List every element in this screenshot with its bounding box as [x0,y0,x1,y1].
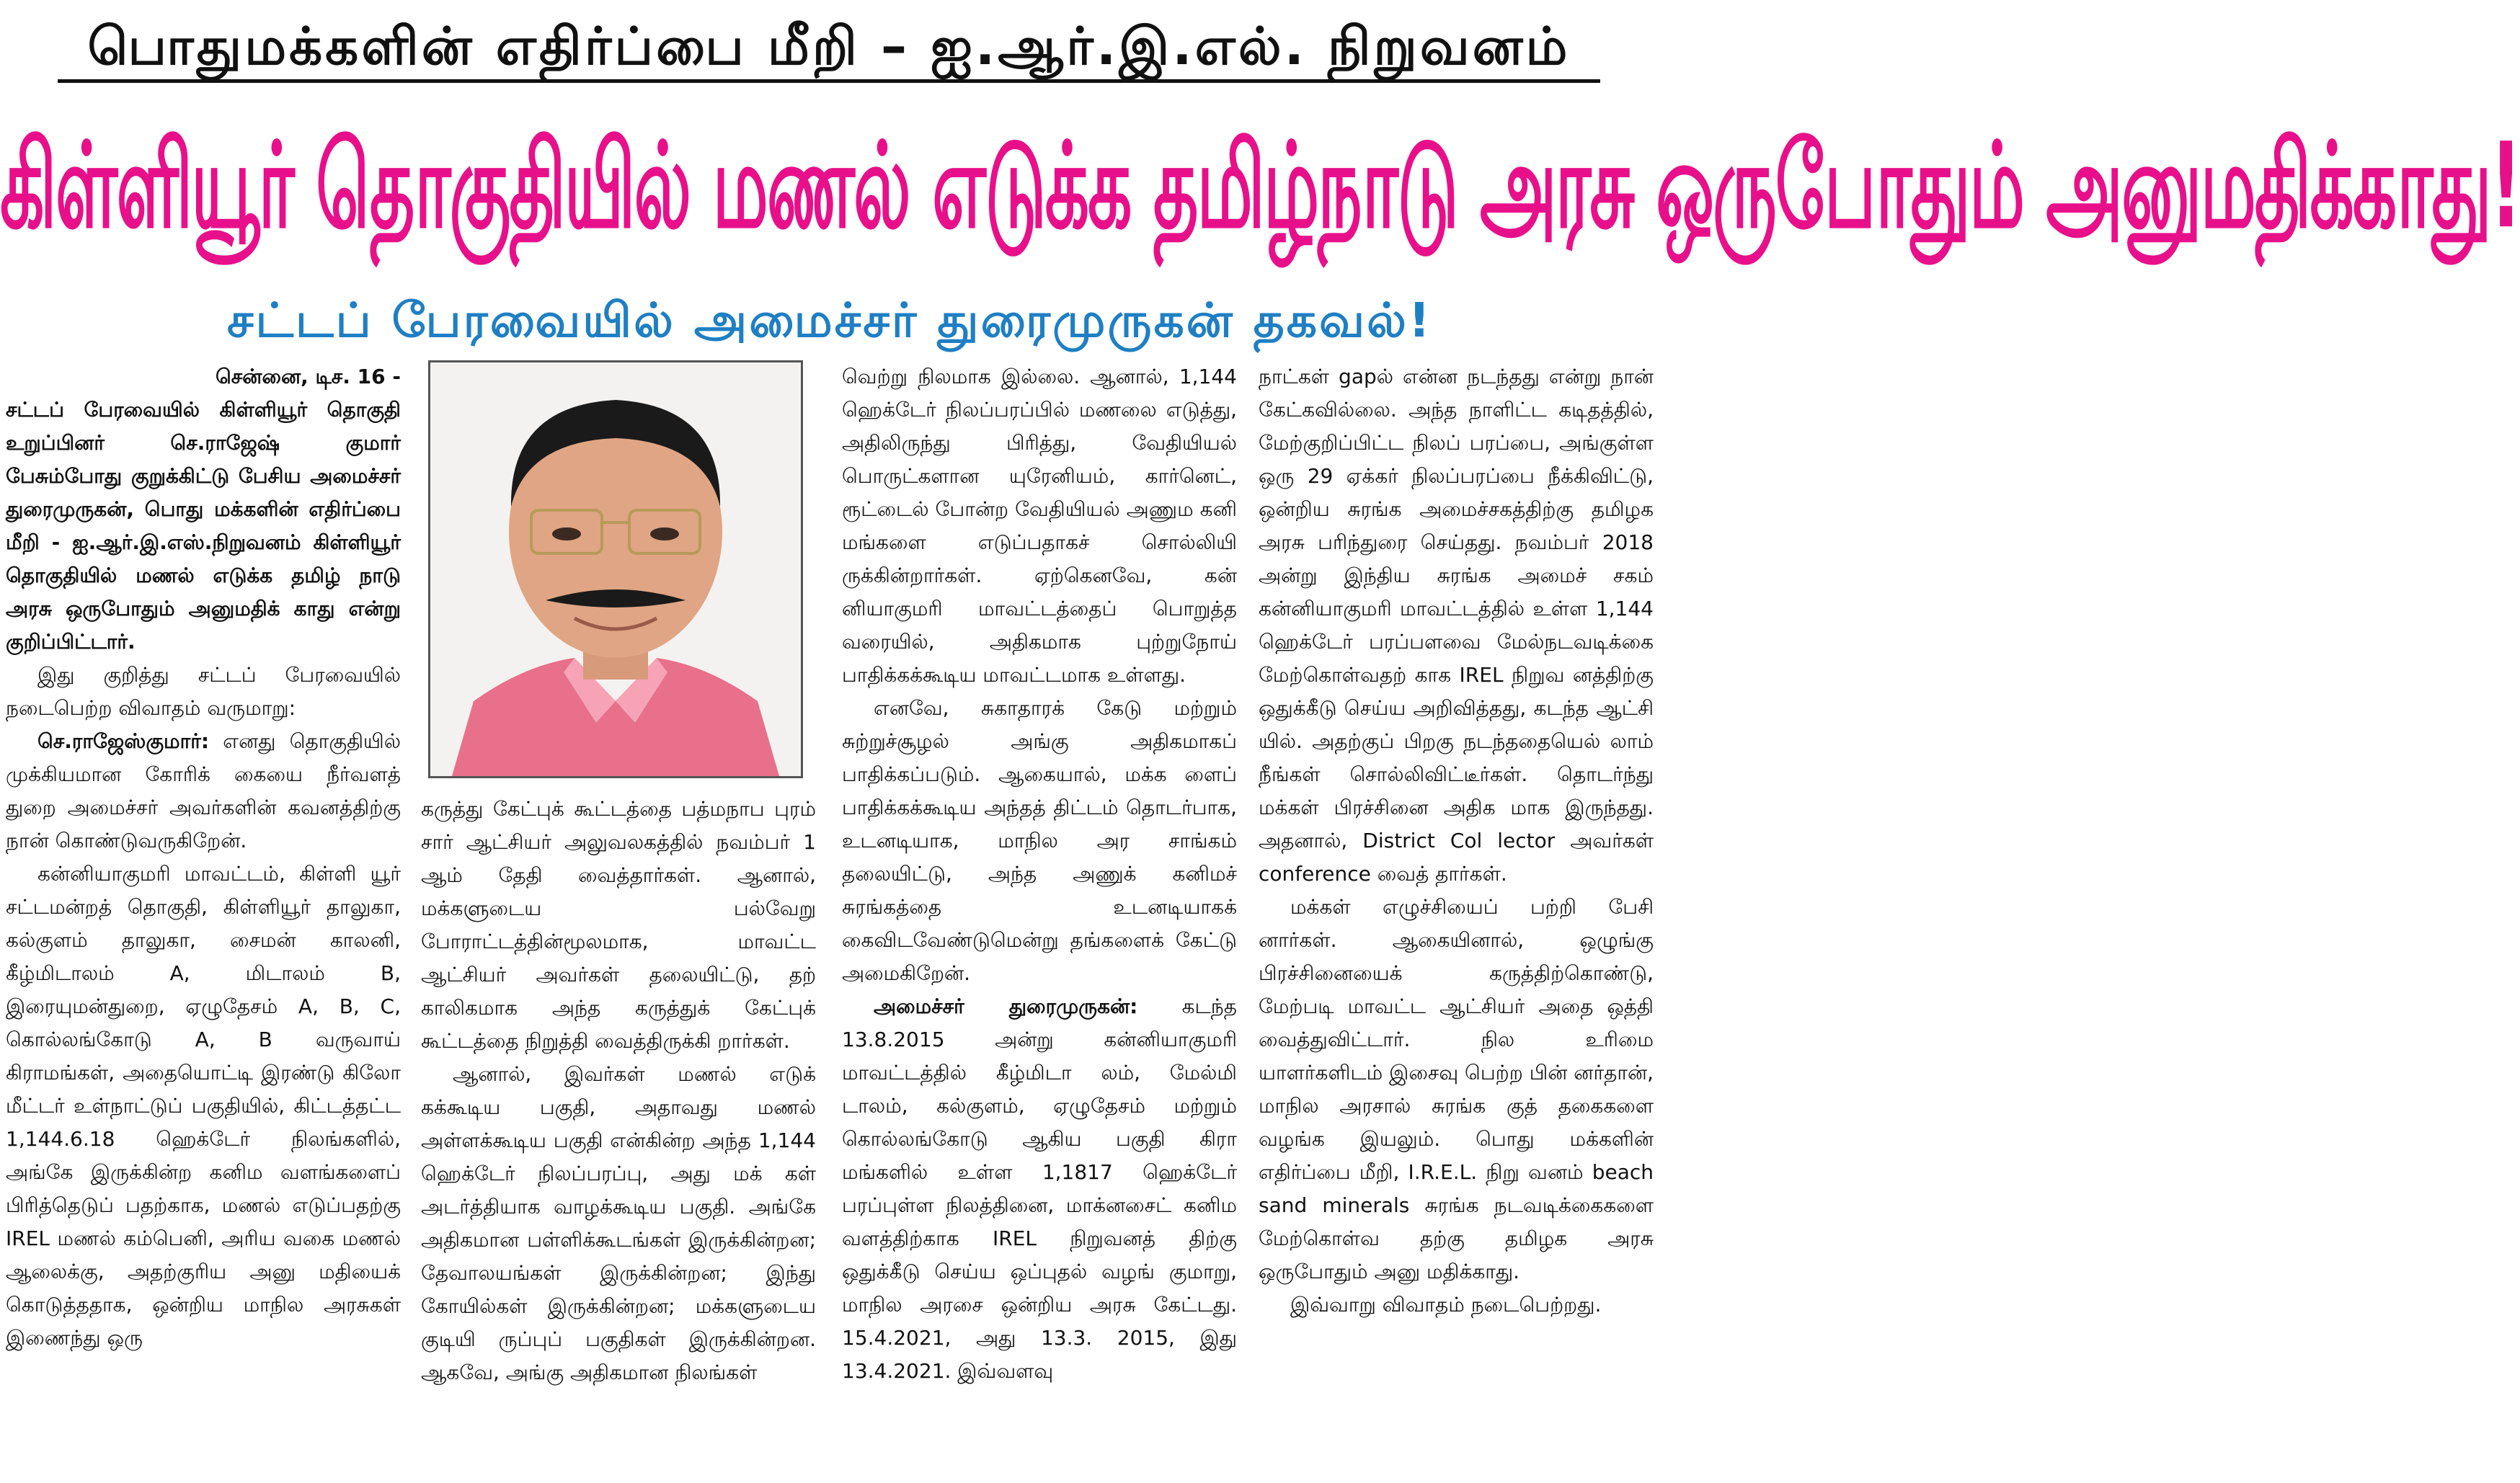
paragraph: எனவே, சுகாதாரக் கேடு மற்றும் சுற்றுச்சூழல் அங்கு அதிகமாகப் பாதிக்கப்படும். ஆகையால், மக்க ளைப் பாதிக்கக்கூடிய அந்தத் திட்டம் தொடர்பாக, உடனடியாக, மாநில அர சாங்கம் தலையிட்டு, அந்த அணுக் கனிமச் சுரங்கத்தை உடனடியாகக் கைவிடவேண்டுமென்று தங்களைக் கேட்டு அமைகிறேன். [842,696,1237,985]
paragraph: கன்னியாகுமரி மாவட்டம், கிள்ளி யூர் சட்டமன்றத் தொகுதி, கிள்ளியூர் தாலுகா, கல்குளம் தாலுகா, சைமன் காலனி, கீழ்மிடாலம் A, மிடாலம் B, இரையுமன்துறை, ஏழுதேசம் A, B, C, கொல்லங்கோடு A, B வருவாய் கிராமங்கள், அதையொட்டி இரண்டு கிலோ மீட்டர் உள்நாட்டுப் பகுதியில், கிட்டத்தட்ட 1,144.6.18 ஹெக்டேர் நிலங்களில், அங்கே இருக்கின்ற கனிம வளங்களைப் பிரித்தெடுப் பதற்காக, மணல் எடுப்பதற்கு IREL மணல் கம்பெனி, அரிய வகை மணல் ஆலைக்கு, அதற்குரிய அனு மதியைக் கொடுத்ததாக, ஒன்றிய மாநில அரசுகள் இணைந்து ஒரு [6,862,401,1350]
speaker-label: செ.ராஜேஸ்குமார்: [37,729,210,753]
closing-paragraph: இவ்வாறு விவாதம் நடைபெற்றது. [1290,1293,1602,1317]
paragraph [6,725,401,858]
left-eye [552,527,581,540]
lead-paragraph: சட்டப் பேரவையில் கிள்ளியூர் தொகுதி உறுப்பினர் செ.ராஜேஷ் குமார் பேசும்போது குறுக்கிட்டு பேசிய அமைச்சர் துரைமுருகன், பொது மக்களின் எதிர்ப்பை மீறி - ஐ.ஆர்.இ.எஸ்.நிறுவனம் கிள்ளியூர் தொகுதியில் மணல் எடுக்க தமிழ் நாடு அரசு ஒருபோதும் அனுமதிக் காது என்று குறிப்பிட்டார். [6,398,401,654]
sub-headline: சட்டப் பேரவையில் அமைச்சர் துரைமுருகன் தகவல்! [226,293,1433,348]
paragraph: மக்கள் எழுச்சியைப் பற்றி பேசி னார்கள். ஆகையினால், ஒழுங்கு பிரச்சினையைக் கருத்திற்கொண்டு, மேற்படி மாவட்ட ஆட்சியர் அதை ஒத்தி வைத்துவிட்டார். நில உரிமை யாளர்களிடம் இசைவு பெற்ற பின் னர்தான், மாநில அரசால் சுரங்க குத் தகைகளை வழங்க இயலும். பொது மக்களின் எதிர்ப்பை மீறி, I.R.E.L. நிறு வனம் beach sand minerals சுரங்க நடவடிக்கைகளை மேற்கொள்வ தற்கு தமிழக அரசு ஒருபோதும் அனு மதிக்காது. [1259,895,1654,1283]
paragraph-text: கடந்த 13.8.2015 அன்று கன்னியாகுமரி மாவட்டத்தில் கீழ்மிடா லம், மேல்மி டாலம், கல்குளம், ஏழுதேசம் மற்றும் கொல்லங்கோடு ஆகிய பகுதி கிரா மங்களில் உள்ள 1,1817 ஹெக்டேர் பரப்புள்ள நிலத்தினை, மாக்னசைட் கனிம வளத்திற்காக IREL நிறுவனத் திற்கு ஒதுக்கீடு செய்ய ஒப்புதல் வழங் குமாறு, மாநில அரசை ஒன்றிய அரசு கேட்டது. 15.4.2021, அது 13.3. 2015, இது 13.4.2021. இவ்வளவு [842,994,1237,1383]
paragraph: வெற்று நிலமாக இல்லை. ஆனால், 1,144 ஹெக்டேர் நிலப்பரப்பில் மணலை எடுத்து, அதிலிருந்து பிரித்து, வேதியியல் பொருட்களான யுரேனியம், கார்னெட், ரூட்டைல் போன்ற வேதியியல் அணும கனி மங்களை எடுப்பதாகச் சொல்லியி ருக்கின்றார்கள். ஏற்கெனவே, கன் னியாகுமரி மாவட்டத்தைப் பொறுத்த வரையில், அதிகமாக புற்றுநோய் பாதிக்கக்கூடிய மாவட்டமாக உள்ளது. [842,365,1237,687]
minister-photo [428,360,803,778]
paragraph: நாட்கள் gapல் என்ன நடந்தது என்று நான் கேட்கவில்லை. அந்த நாளிட்ட கடிதத்தில், மேற்குறிப்பிட்ட நிலப் பரப்பை, அங்குள்ள ஒரு 29 ஏக்கர் நிலப்பரப்பை நீக்கிவிட்டு, ஒன்றிய சுரங்க அமைச்சகத்திற்கு தமிழக அரசு பரிந்துரை செய்தது. நவம்பர் 2018 அன்று இந்திய சுரங்க அமைச் சகம் கன்னியாகுமரி மாவட்டத்தில் உள்ள 1,144 ஹெக்டேர் பரப்பளவை மேல்நடவடிக்கை மேற்கொள்வதற் காக IREL நிறுவ னத்திற்கு ஒதுக்கீடு செய்ய அறிவித்தது, கடந்த ஆட்சி யில். அதற்குப் பிறகு நடந்ததையெல் லாம் நீங்கள் சொல்லிவிட்டீர்கள். தொடர்ந்து மக்கள் பிரச்சினை அதிக மாக இருந்தது. அதனால், District Col lector அவர்கள் conference வைத் தார்கள். [1259,365,1654,886]
article-column-2 [421,793,816,1474]
intro-paragraph: இது குறித்து சட்டப் பேரவையில் நடைபெற்ற விவாதம் வருமாறு: [6,663,401,720]
speaker-label: அமைச்சர் துரைமுருகன்: [874,994,1138,1018]
article-column-4 [1259,360,1654,1474]
article-column-1 [6,360,401,1474]
paragraph: ஆனால், இவர்கள் மணல் எடுக் கக்கூடிய பகுதி, அதாவது மணல் அள்ளக்கூடிய பகுதி என்கின்ற அந்த 1,144 ஹெக்டேர் நிலப்பரப்பு, அது மக் கள் அடர்த்தியாக வாழக்கூடிய பகுதி. அங்கே அதிகமான பள்ளிக்கூடங்கள் இருக்கின்றன; தேவாலயங்கள் இருக்கின்றன; இந்து கோயில்கள் இருக்கின்றன; மக்களுடைய குடியி ருப்புப் பகுதிகள் இருக்கின்றன. ஆகவே, அங்கு அதிகமான நிலங்கள் [421,1062,816,1384]
paragraph: கருத்து கேட்புக் கூட்டத்தை பத்மநாப புரம் சார் ஆட்சியர் அலுவலகத்தில் நவம்பர் 1 ஆம் தேதி வைத்தார்கள். ஆனால், மக்களுடைய பல்வேறு போராட்டத்தின்மூலமாக, மாவட்ட ஆட்சியர் அவர்கள் தலையிட்டு, தற் காலிகமாக அந்த கருத்துக் கேட்புக் கூட்டத்தை நிறுத்தி வைத்திருக்கி றார்கள். [421,797,816,1053]
article-column-3 [842,360,1237,1474]
main-headline: கிள்ளியூர் தொகுதியில் மணல் எடுக்க தமிழ்நாடு அரசு ஒருபோதும் அனுமதிக்காது! [0,117,2520,255]
portrait-image [430,362,801,776]
right-eye [650,527,679,540]
paragraph-text: எனது தொகுதியில் முக்கியமான கோரிக் கையை நீர்வளத் துறை அமைச்சர் அவர்களின் கவனத்திற்கு நான் கொண்டுவருகிறேன். [6,729,401,852]
kicker-headline: பொதுமக்களின் எதிர்ப்பை மீறி – ஐ.ஆர்.இ.எல். நிறுவனம் [58,13,1600,83]
dateline: சென்னை, டிச. 16 - [216,365,401,388]
paragraph [842,990,1237,1388]
